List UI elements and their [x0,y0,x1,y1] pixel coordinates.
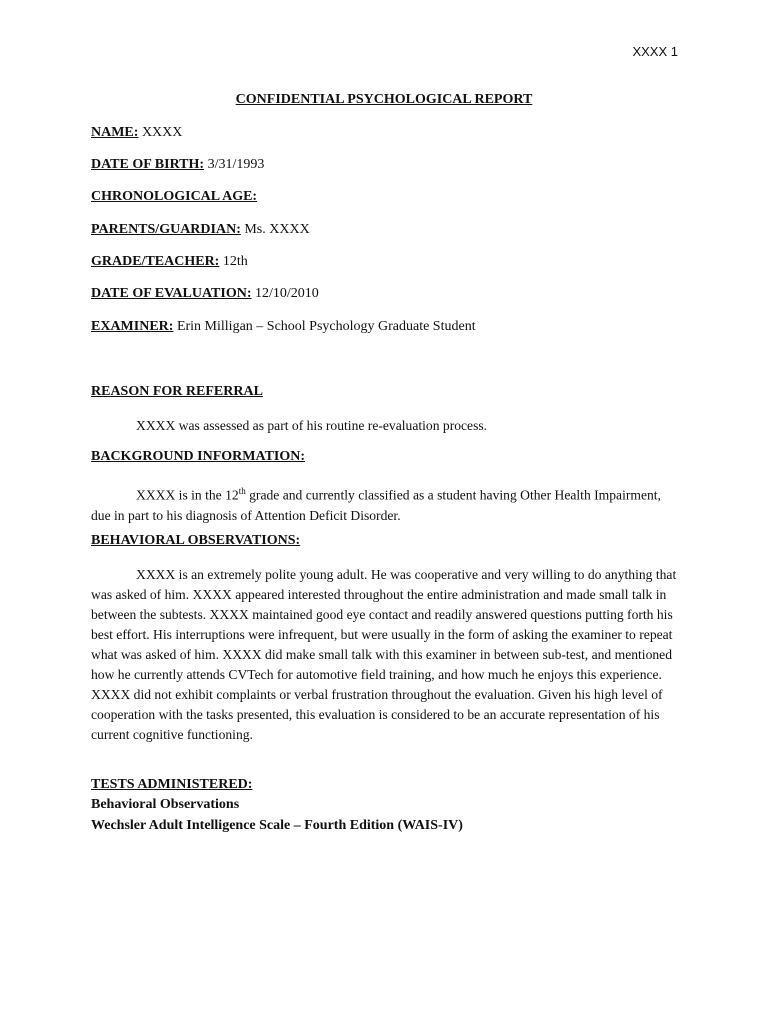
referral-paragraph [91,416,678,436]
background-paragraph [91,481,678,526]
background-heading: BACKGROUND INFORMATION: [91,449,306,464]
guardian-field [91,222,310,238]
test-item-behavioral-observations: Behavioral Observations [91,797,240,812]
background-text-end: grade and currently classified as a student having Other Health Impairment, due in part to his diagnosis of Attention Deficit Disorder. [91,487,661,523]
examiner-field [91,319,476,335]
examiner-label: EXAMINER: [91,319,174,334]
ordinal-suffix: th [238,486,246,496]
examiner-value: Erin Milligan – School Psychology Graduate Student [176,319,476,334]
evaluation-date-value: 12/10/2010 [255,286,319,301]
name-field [91,125,182,141]
name-label: NAME: [91,125,139,140]
referral-heading: REASON FOR REFERRAL [91,384,263,399]
dob-field [91,157,264,173]
guardian-label: PARENTS/GUARDIAN: [91,222,241,237]
grade-value: 12th [222,254,248,269]
behavioral-text: XXXX is an extremely polite young adult. He was cooperative and very willing to do anything that was asked of him. XXXX appeared interested throughout the entire administration and made small talk in between the subtests. XXXX maintained good eye contact and readily answered questions putting forth his best effort. His interruptions were infrequent, but were usually in the form of asking the examiner to repeat what was asked of him. XXXX did make small talk with this examiner in between sub-test, and mentioned how he currently attends CVTech for automotive field training, and how much he enjoys this experience. XXXX did not exhibit complaints or verbal frustration throughout the evaluation. Given his high level of cooperation with the tasks presented, this evaluation is considered to be an accurate representation of his current cognitive functioning. [91,567,677,742]
background-text-start: XXXX is in the 12 [136,487,239,503]
behavioral-paragraph [91,565,678,745]
guardian-value: Ms. XXXX [244,222,310,237]
grade-label: GRADE/TEACHER: [91,254,220,269]
tests-heading: TESTS ADMINISTERED: [91,777,253,792]
referral-text: XXXX was assessed as part of his routine re-evaluation process. [136,418,488,433]
dob-value: 3/31/1993 [207,157,265,172]
age-label: CHRONOLOGICAL AGE: [91,189,258,204]
evaluation-date-field [91,286,319,302]
dob-label: DATE OF BIRTH: [91,157,205,172]
behavioral-heading: BEHAVIORAL OBSERVATIONS: [91,533,301,548]
test-item-wais-iv: Wechsler Adult Intelligence Scale – Fourth Edition (WAIS-IV) [91,818,463,833]
age-field [91,189,257,205]
report-title: CONFIDENTIAL PSYCHOLOGICAL REPORT [235,92,533,107]
grade-field [91,254,248,270]
evaluation-date-label: DATE OF EVALUATION: [91,286,252,301]
page-header-label: XXXX 1 [632,44,678,59]
name-value: XXXX [141,125,183,140]
